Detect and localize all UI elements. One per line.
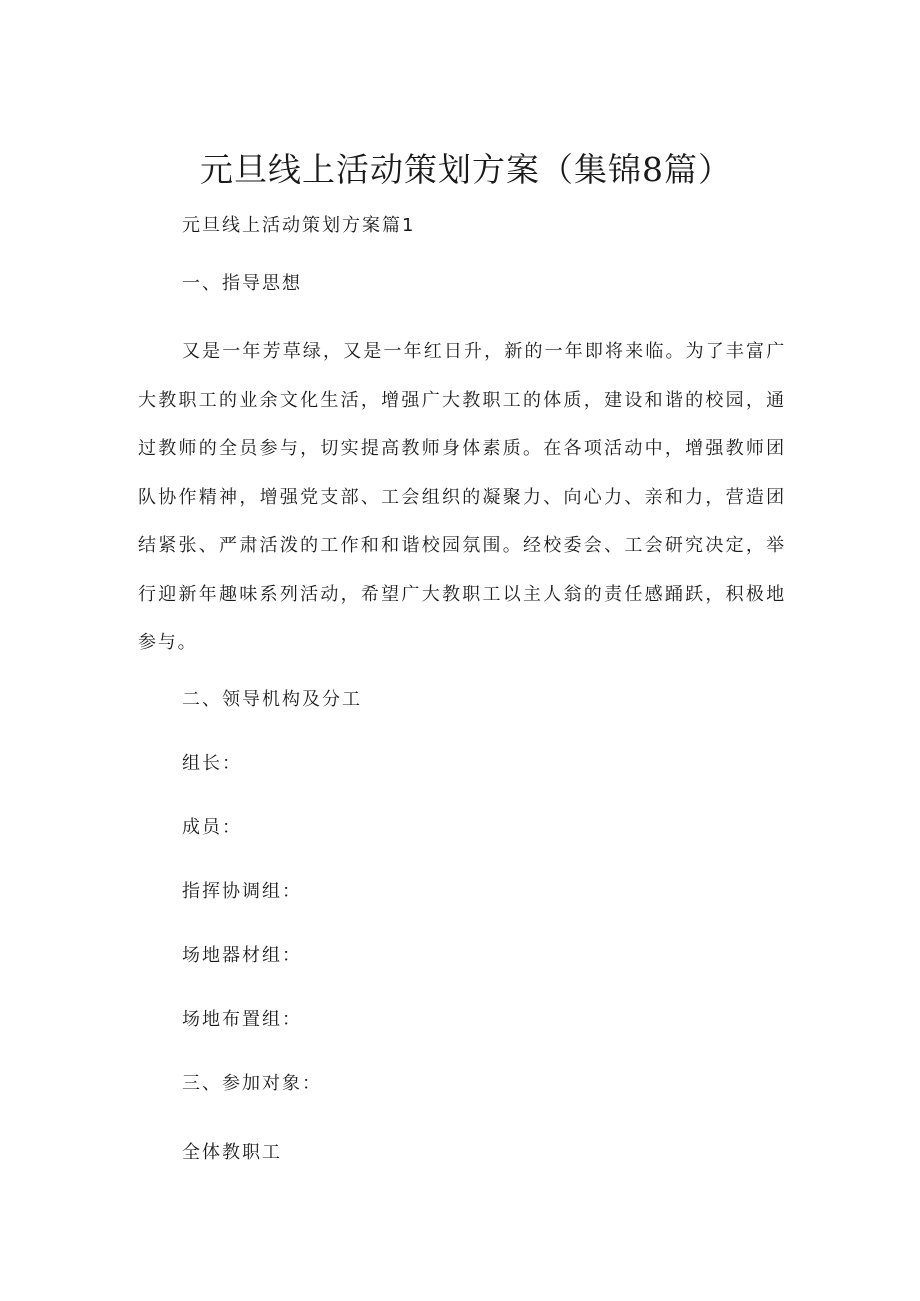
document-subtitle: 元旦线上活动策划方案篇1 <box>182 215 416 236</box>
document-title: 元旦线上活动策划方案（集锦8篇） <box>200 150 732 189</box>
role-coordination-group: 指挥协调组： <box>182 881 302 902</box>
section-heading-participants: 三、参加对象： <box>182 1073 322 1094</box>
role-leader: 组长： <box>182 753 242 774</box>
role-venue-setup-group: 场地布置组： <box>182 1009 302 1030</box>
section-heading-guiding-ideology: 一、指导思想 <box>182 273 302 294</box>
role-equipment-group: 场地器材组： <box>182 945 302 966</box>
role-members: 成员： <box>182 817 242 838</box>
participants-text: 全体教职工 <box>182 1142 282 1163</box>
section-heading-leadership: 二、领导机构及分工 <box>182 689 362 710</box>
guiding-ideology-paragraph: 又是一年芳草绿，又是一年红日升，新的一年即将来临。为了丰富广大教职工的业余文化生活，增强广大教职工的体质，建设和谐的校园，通过教师的全员参与，切实提高教师身体素质。在各项活动中，增强教师团队协作精神，增强党支部、工会组织的凝聚力、向心力、亲和力，营造团结紧张、严肃活泼的工作和和谐校园氛围。经校委会、工会研究决定，举行迎新年趣味系列活动，希望广大教职工以主人翁的责任感踊跃，积极地参与。 <box>138 341 786 653</box>
